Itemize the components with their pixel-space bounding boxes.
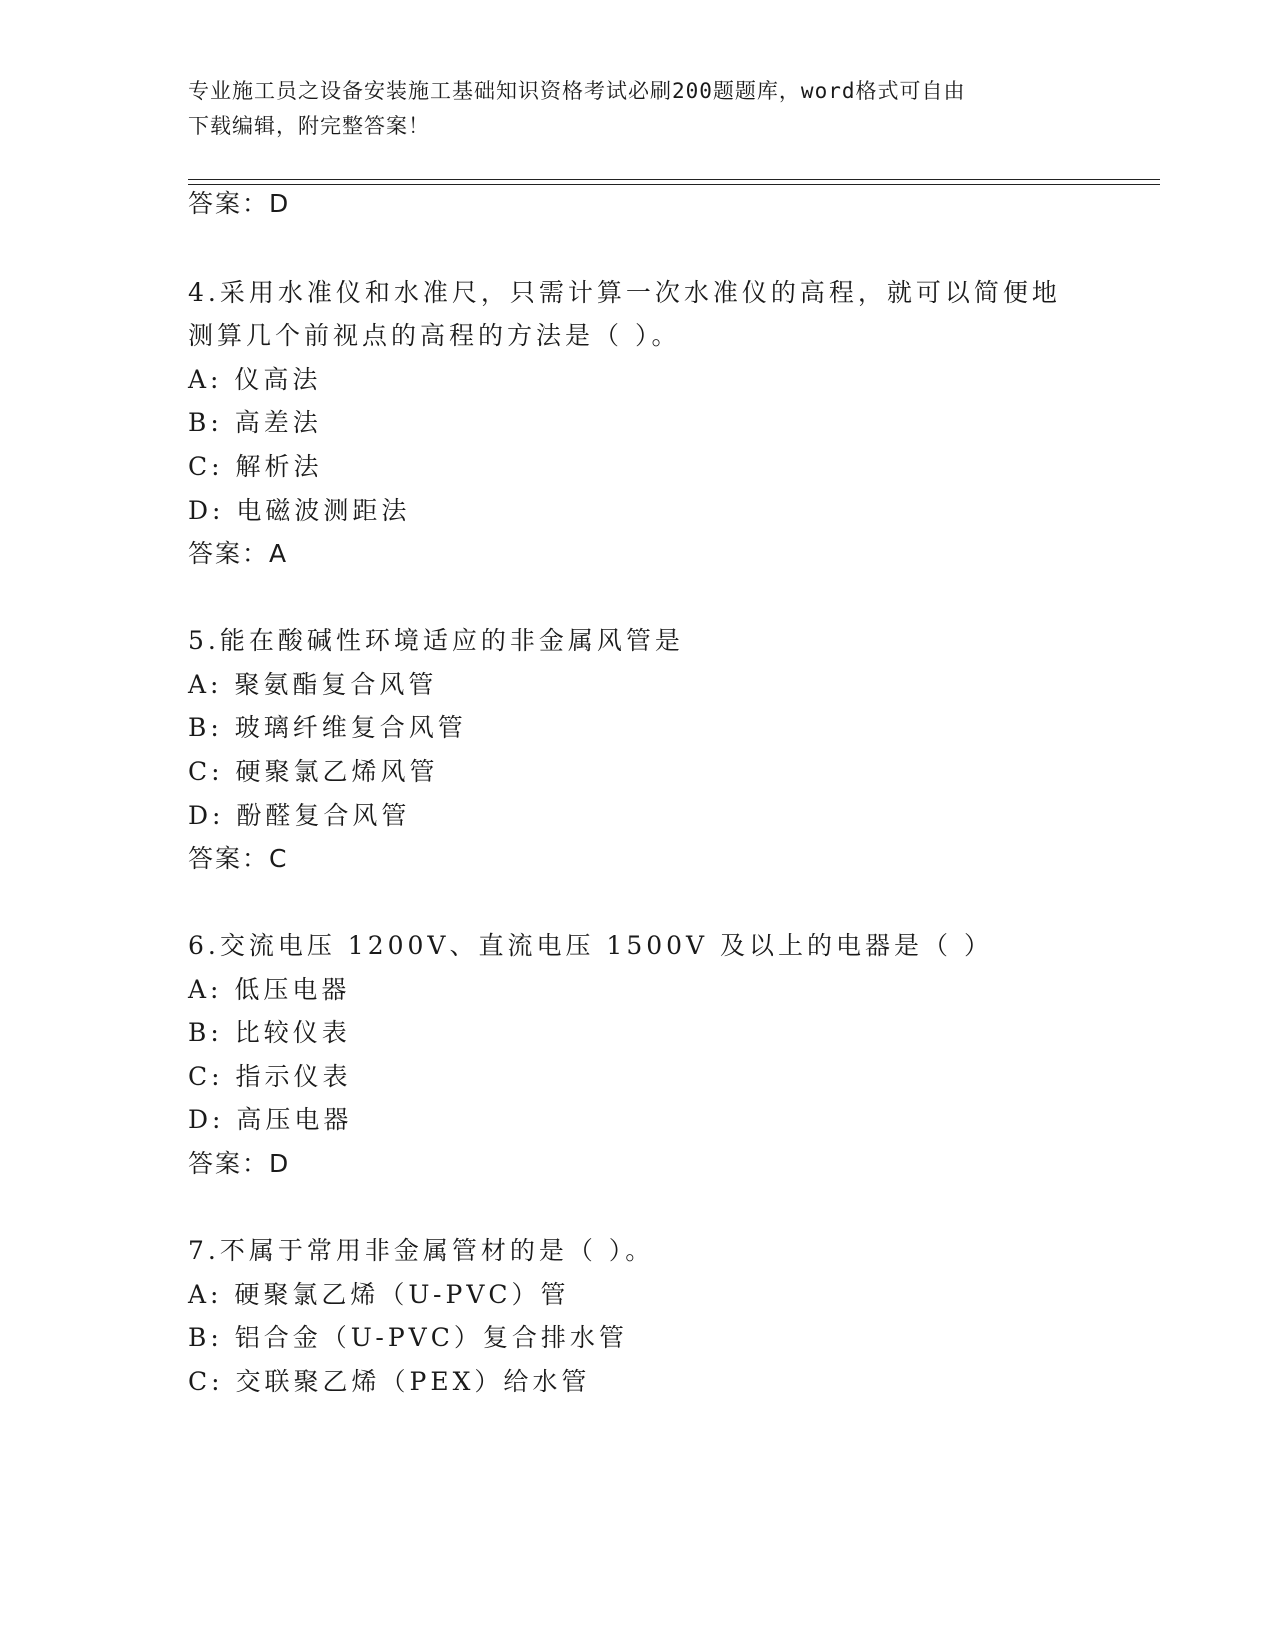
question-5-option-a: A: 聚氨酯复合风管: [188, 670, 438, 699]
question-7-option-b: B: 铝合金（U-PVC）复合排水管: [188, 1323, 628, 1352]
question-6-option-b: B: 比较仪表: [188, 1018, 351, 1047]
question-6-option-d: D: 高压电器: [188, 1105, 353, 1134]
previous-question-answer: 答案：D: [188, 189, 291, 218]
question-4-option-a: A: 仪高法: [188, 365, 322, 394]
question-4-option-b: B: 高差法: [188, 408, 322, 437]
question-5-stem: 5.能在酸碱性环境适应的非金属风管是: [188, 626, 684, 655]
question-4-option-c: C: 解析法: [188, 452, 323, 481]
question-7-option-c: C: 交联聚乙烯（PEX）给水管: [188, 1367, 591, 1396]
document-header: [188, 74, 1068, 144]
question-6-option-c: C: 指示仪表: [188, 1062, 352, 1091]
question-5-answer: 答案：C: [188, 844, 289, 873]
question-4-answer: 答案：A: [188, 539, 289, 568]
header-divider-bottom: [188, 184, 1160, 185]
question-6-option-a: A: 低压电器: [188, 975, 351, 1004]
header-title-line-1: 专业施工员之设备安装施工基础知识资格考试必刷200题题库，word格式可自由: [188, 79, 966, 103]
question-7-option-a: A: 硬聚氯乙烯（U-PVC）管: [188, 1280, 570, 1309]
question-5-option-c: C: 硬聚氯乙烯风管: [188, 757, 439, 786]
question-4-stem-line-1: 4.采用水准仪和水准尺，只需计算一次水准仪的高程，就可以简便地: [188, 278, 1061, 307]
question-6-stem: 6.交流电压 1200V、直流电压 1500V 及以上的电器是（ ）: [188, 931, 993, 960]
question-5-option-b: B: 玻璃纤维复合风管: [188, 713, 467, 742]
question-7-stem: 7.不属于常用非金属管材的是（ ）。: [188, 1236, 655, 1265]
question-4-stem-line-2: 测算几个前视点的高程的方法是（ ）。: [188, 321, 681, 350]
header-divider-top: [188, 179, 1160, 180]
question-6-answer: 答案：D: [188, 1149, 291, 1178]
header-title-line-2: 下载编辑，附完整答案！: [188, 114, 430, 138]
question-4-option-d: D: 电磁波测距法: [188, 496, 411, 525]
question-5-option-d: D: 酚醛复合风管: [188, 801, 411, 830]
